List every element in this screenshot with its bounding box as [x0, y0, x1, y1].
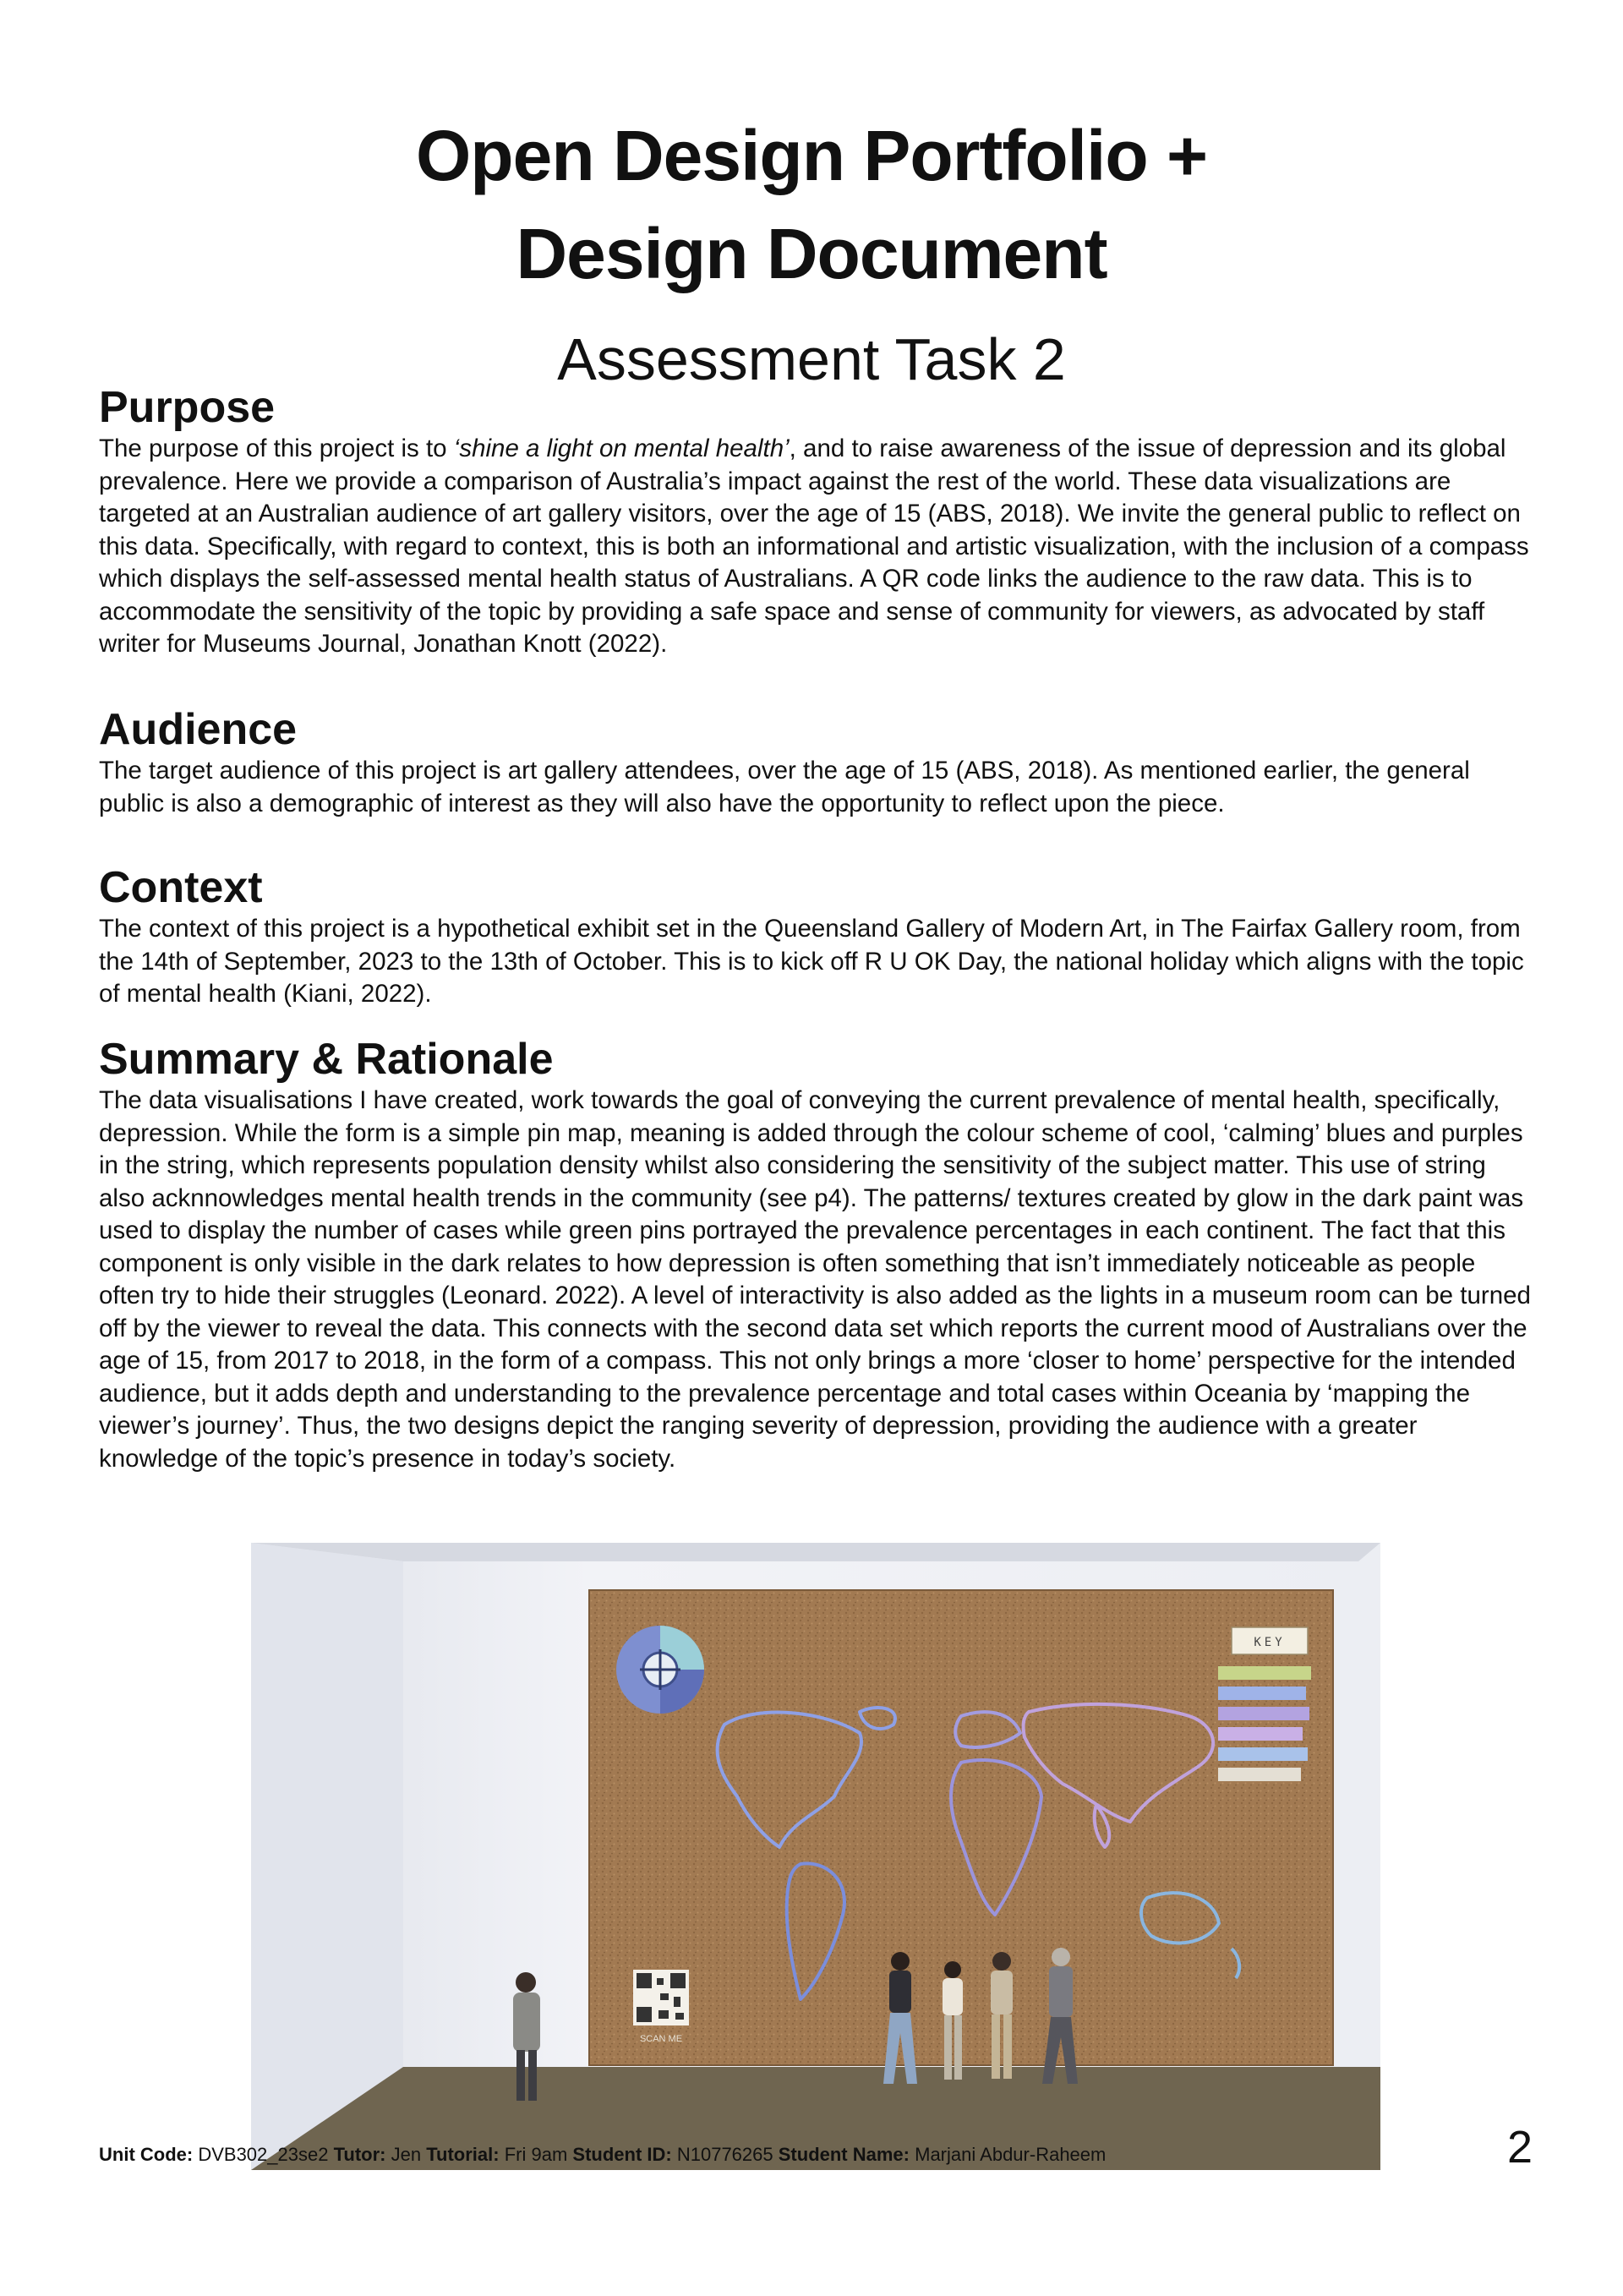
key-swatch-3 [1218, 1707, 1309, 1720]
footer-info [99, 2142, 1106, 2168]
summary-heading: Summary & Rationale [99, 1035, 554, 1084]
audience-section [99, 704, 1536, 820]
page-number: 2 [1506, 2122, 1533, 2173]
tutor-name: Jen [391, 2144, 422, 2165]
key-label: KEY [1254, 1636, 1286, 1649]
context-section [99, 862, 1536, 1011]
page-title [0, 107, 1623, 303]
purpose-quote: ‘shine a light on mental health’ [453, 435, 790, 462]
page-subtitle: Assessment Task 2 [557, 326, 1066, 392]
ceiling [251, 1543, 1380, 1561]
qr-caption: SCAN ME [639, 2034, 683, 2044]
audience-heading: Audience [99, 705, 298, 754]
tutor-label: Tutor: [333, 2144, 386, 2165]
summary-section [99, 1034, 1536, 1475]
unit-code: DVB302_23se2 [198, 2144, 329, 2165]
purpose-text [99, 433, 1536, 661]
unit-code-label: Unit Code: [99, 2144, 194, 2165]
student-id: N10776265 [676, 2144, 773, 2165]
purpose-heading: Purpose [99, 383, 276, 432]
tutorial-label: Tutorial: [426, 2144, 500, 2165]
key-swatch-2 [1218, 1686, 1306, 1700]
student-id-label: Student ID: [572, 2144, 672, 2165]
key-swatch-4 [1218, 1727, 1303, 1741]
compass-icon [616, 1626, 704, 1714]
context-heading: Context [99, 863, 263, 912]
purpose-section [99, 382, 1536, 661]
side-wall [251, 1543, 403, 2170]
student-name-label: Student Name: [778, 2144, 910, 2165]
key-swatch-5 [1218, 1747, 1308, 1761]
gallery-mockup-image [251, 1543, 1380, 2170]
summary-text: The data visualisations I have created, work towards the goal of conveying the current prevalence of mental health, specifically, depression. While the form is a simple pin map, meaning is added through the colour scheme of cool, ‘calming’ blues and purples in the string, which represents population density whilst also considering the sensitivity of the subject matter. This use of string also acknnowledges mental health trends in the community (see p4). The patterns/ textures created by glow in the dark paint was used to display the number of cases while green pins portrayed the prevalence percentages in each continent. The fact that this component is only visible in the dark relates to how depression is often something that isn’t immediately noticeable as people often try to hide their struggles (Leonard. 2022). A level of interactivity is also added as the lights in a museum room can be turned off by the viewer to reveal the data. This connects with the second data set which reports the current mood of Australians over the age of 15, from 2017 to 2018, in the form of a compass. This not only brings a more ‘closer to home’ perspective for the intended audience, but it adds depth and understanding to the prevalence percentage and total cases within Oceania by ‘mapping the viewer’s journey’. Thus, the two designs depict the ranging severity of depression, providing the audience with a greater knowledge of the topic’s presence in today’s society. [99, 1086, 1531, 1473]
key-swatch-1 [1218, 1666, 1311, 1680]
purpose-text-before: The purpose of this project is to [99, 435, 454, 462]
context-text: The context of this project is a hypothetical exhibit set in the Queensland Gallery of Modern Art, in The Fairfax Gallery room, from the 14th of September, 2023 to the 13th of October. This is to kick off R U OK Day, the national holiday which aligns with the topic of mental health (Kiani, 2022). [99, 915, 1524, 1008]
gallery-render [251, 1543, 1380, 2170]
title-line-2: Design Document [516, 214, 1107, 293]
audience-text: The target audience of this project is art gallery attendees, over the age of 15 (ABS, 2018). As mentioned earlier, the general public is also a demographic of interest as they will also have the opportunity to reflect upon the piece. [99, 757, 1470, 817]
purpose-text-after: , and to raise awareness of the issue of depression and its global prevalence. Here we provide a comparison of Australia’s impact against the rest of the world. These data visualizations are targeted at an Australian audience of art gallery visitors, over the age of 15 (ABS, 2018). We invite the general public to reflect on this data. Specifically, with regard to context, this is both an informational and artistic visualization, with the inclusion of a compass which displays the self-assessed mental health status of Australians. A QR code links the audience to the raw data. This is to accommodate the sensitivity of the topic by providing a safe space and sense of community for viewers, as advocated by staff writer for Museums Journal, Jonathan Knott (2022). [99, 435, 1529, 658]
tutorial-time: Fri 9am [504, 2144, 568, 2165]
title-line-1: Open Design Portfolio + [415, 116, 1208, 195]
student-name: Marjani Abdur-Raheem [915, 2144, 1107, 2165]
key-swatch-6 [1218, 1768, 1301, 1781]
